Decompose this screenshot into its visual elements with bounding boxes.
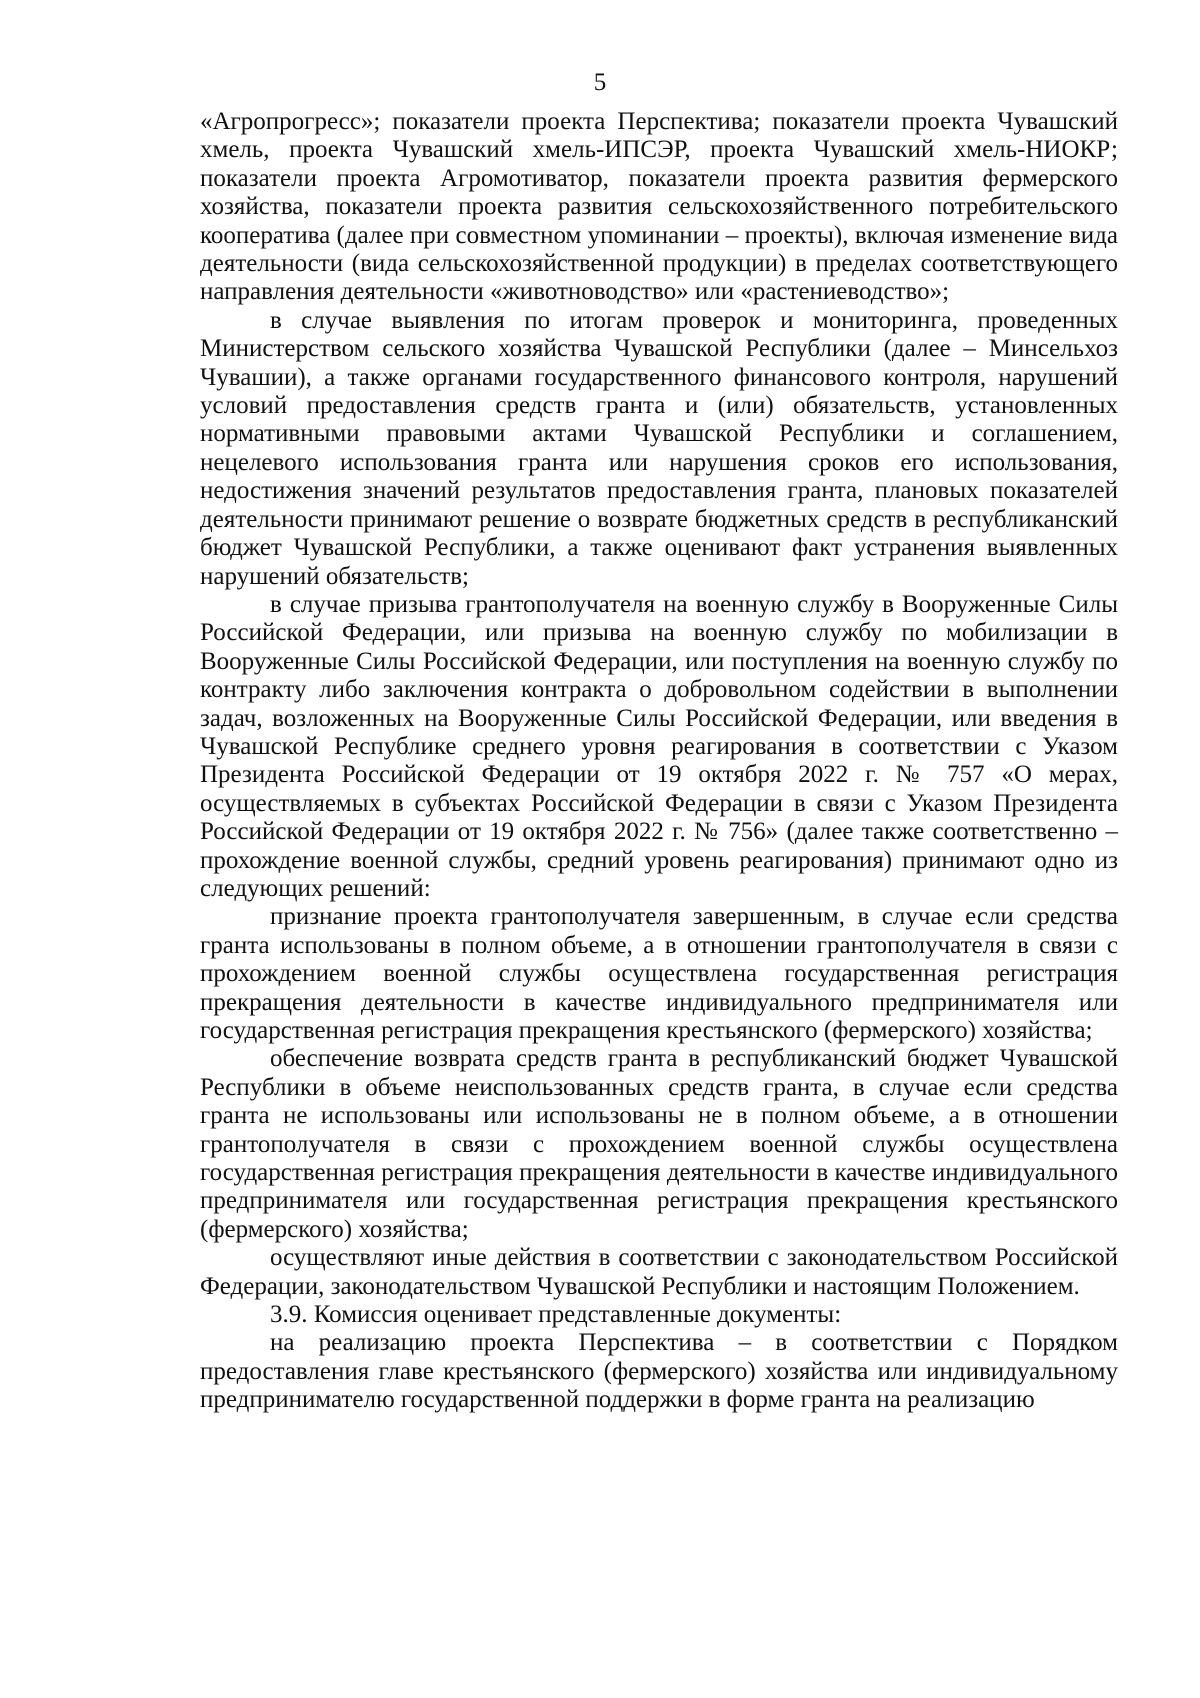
paragraph-military-service: в случае призыва грантополучателя на военную службу в Вооруженные Силы Российской Федерации, или призыва на военную службу по мобилизации в Вооруженные Силы Российской Федерации, или поступления на военную службу по контракту либо заключения контракта о добровольном содействии в выполнении задач, возложенных на Вооруженные Силы Российской Федерации, или введения в Чувашской Республике среднего уровня реагирования в соответствии с Указом Президента Российской Федерации от 19 октября 2022 г. № 757 «О мерах, осуществляемых в субъектах Российской Федерации в связи с Указом Президента Российской Федерации от 19 октября 2022 г. № 756» (далее также соответственно – прохождение военной службы, средний уровень реагирования) принимают одно из следующих решений: [200, 590, 1118, 902]
paragraph-violations: в случае выявления по итогам проверок и мониторинга, проведенных Министерством сельского хозяйства Чувашской Республики (далее – Минсельхоз Чувашии), а также органами государственного финансового контроля, нарушений условий предоставления средств гранта и (или) обязательств, установленных нормативными правовыми актами Чувашской Республики и соглашением, нецелевого использования гранта или нарушения сроков его использования, недостижения значений результатов предоставления гранта, плановых показателей деятельности принимают решение о возврате бюджетных средств в республиканский бюджет Чувашской Республики, а также оценивают факт устранения выявленных нарушений обязательств; [200, 306, 1118, 590]
page-number: 5 [593, 69, 607, 96]
document-body [200, 108, 1118, 1415]
paragraph-project-completion: признание проекта грантополучателя завершенным, в случае если средства гранта использованы в полном объеме, а в отношении грантополучателя в связи с прохождением военной службы осуществлена государственная регистрация прекращения деятельности в качестве индивидуального предпринимателя или государственная регистрация прекращения крестьянского (фермерского) хозяйства; [200, 903, 1118, 1044]
paragraph-grant-return: обеспечение возврата средств гранта в республиканский бюджет Чувашской Республики в объеме неиспользованных средств гранта, в случае если средства гранта не использованы или использованы не в полном объеме, а в отношении грантополучателя в связи с прохождением военной службы осуществлена государственная регистрация прекращения деятельности в качестве индивидуального предпринимателя или государственная регистрация прекращения крестьянского (фермерского) хозяйства; [200, 1045, 1118, 1243]
paragraph-perspektiva: на реализацию проекта Перспектива – в соответствии с Порядком предоставления главе крестьянского (фермерского) хозяйства или индивидуальному предпринимателю государственной поддержки в форме гранта на реализацию [200, 1329, 1118, 1414]
paragraph-section-3-9: 3.9. Комиссия оценивает представленные документы: [270, 1301, 842, 1329]
paragraph-other-actions: осуществляют иные действия в соответствии с законодательством Российской Федерации, законодательством Чувашской Республики и настоящим Положением. [200, 1244, 1118, 1300]
paragraph-continuation: «Агропрогресс»; показатели проекта Перспектива; показатели проекта Чувашский хмель, проекта Чувашский хмель-ИПСЭР, проекта Чувашский хмель-НИОКР; показатели проекта Агромотиватор, показатели проекта развития фермерского хозяйства, показатели проекта развития сельскохозяйственного потребительского кооператива (далее при совместном упоминании – проекты), включая изменение вида деятельности (вида сельскохозяйственной продукции) в пределах соответствующего направления деятельности «животноводство» или «растениеводство»; [200, 108, 1118, 306]
